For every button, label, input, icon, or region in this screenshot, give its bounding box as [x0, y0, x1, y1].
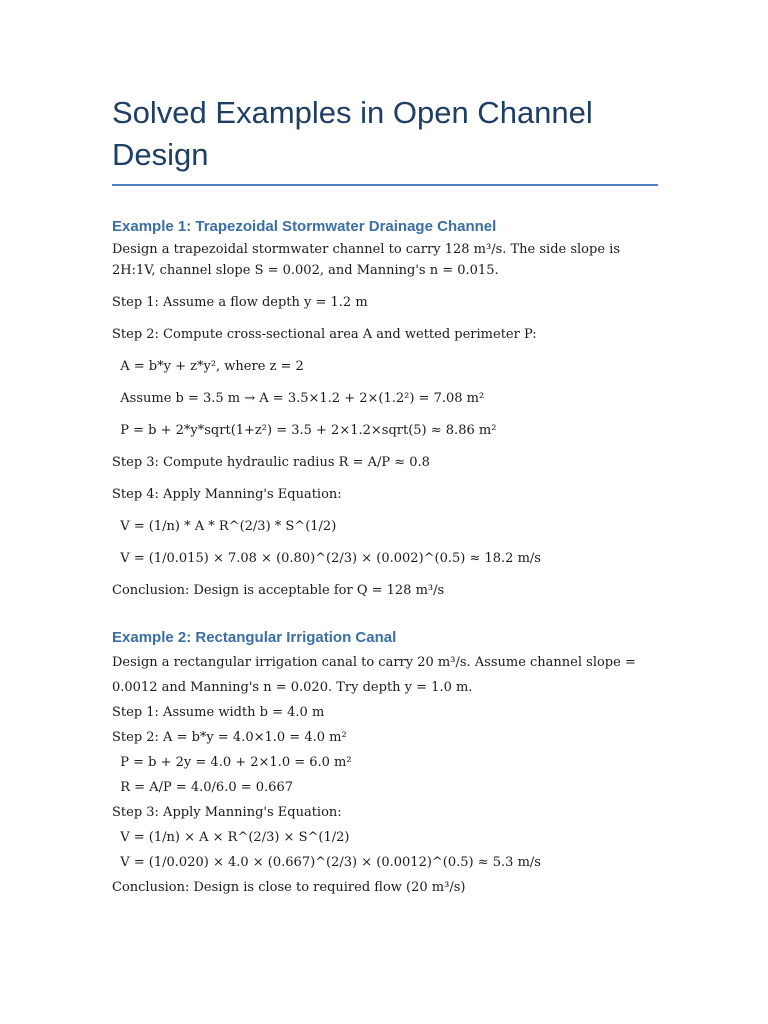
example-2-line: Step 1: Assume width b = 4.0 m: [112, 705, 325, 720]
example-2-conclusion: Conclusion: Design is close to required flow (20 m³/s): [112, 880, 466, 895]
example-1-line: Step 4: Apply Manning's Equation:: [112, 487, 342, 502]
example-1-line: Assume b = 3.5 m → A = 3.5×1.2 + 2×(1.2²) = 7.08 m²: [112, 391, 485, 406]
example-2-intro: Design a rectangular irrigation canal to carry 20 m³/s. Assume channel slope = 0.0012 and Manning's n = 0.020. Try depth y = 1.0 m.: [112, 655, 636, 695]
example-1-heading: Example 1: Trapezoidal Stormwater Drainage Channel: [112, 218, 497, 235]
example-1-line: A = b*y + z*y², where z = 2: [112, 359, 304, 374]
page-title: Solved Examples in Open Channel Design: [112, 95, 593, 172]
example-1-conclusion: Conclusion: Design is acceptable for Q = 128 m³/s: [112, 583, 445, 598]
title-underline: [112, 184, 658, 186]
example-2-line: V = (1/0.020) × 4.0 × (0.667)^(2/3) × (0.0012)^(0.5) ≈ 5.3 m/s: [112, 855, 541, 870]
example-2-line: P = b + 2y = 4.0 + 2×1.0 = 6.0 m²: [112, 755, 352, 770]
example-1-line: Step 2: Compute cross-sectional area A and wetted perimeter P:: [112, 327, 537, 342]
example-2-heading: Example 2: Rectangular Irrigation Canal: [112, 629, 397, 646]
example-1-line: Step 1: Assume a flow depth y = 1.2 m: [112, 295, 368, 310]
document-page: [112, 92, 658, 900]
example-1-line: V = (1/n) * A * R^(2/3) * S^(1/2): [112, 519, 337, 534]
example-2-steps: [112, 700, 658, 900]
example-2-line: R = A/P = 4.0/6.0 = 0.667: [112, 780, 293, 795]
example-1-line: P = b + 2*y*sqrt(1+z²) = 3.5 + 2×1.2×sqrt(5) ≈ 8.86 m²: [112, 423, 497, 438]
example-1-line: V = (1/0.015) × 7.08 × (0.80)^(2/3) × (0.002)^(0.5) ≈ 18.2 m/s: [112, 551, 541, 566]
example-1-intro: Design a trapezoidal stormwater channel to carry 128 m³/s. The side slope is 2H:1V, channel slope S = 0.002, and Manning's n = 0.015.: [112, 242, 620, 278]
example-2-line: Step 3: Apply Manning's Equation:: [112, 805, 342, 820]
example-2-line: Step 2: A = b*y = 4.0×1.0 = 4.0 m²: [112, 730, 347, 745]
example-2-line: V = (1/n) × A × R^(2/3) × S^(1/2): [112, 830, 350, 845]
example-1-steps: [112, 292, 658, 601]
example-1-line: Step 3: Compute hydraulic radius R = A/P ≈ 0.8: [112, 455, 430, 470]
